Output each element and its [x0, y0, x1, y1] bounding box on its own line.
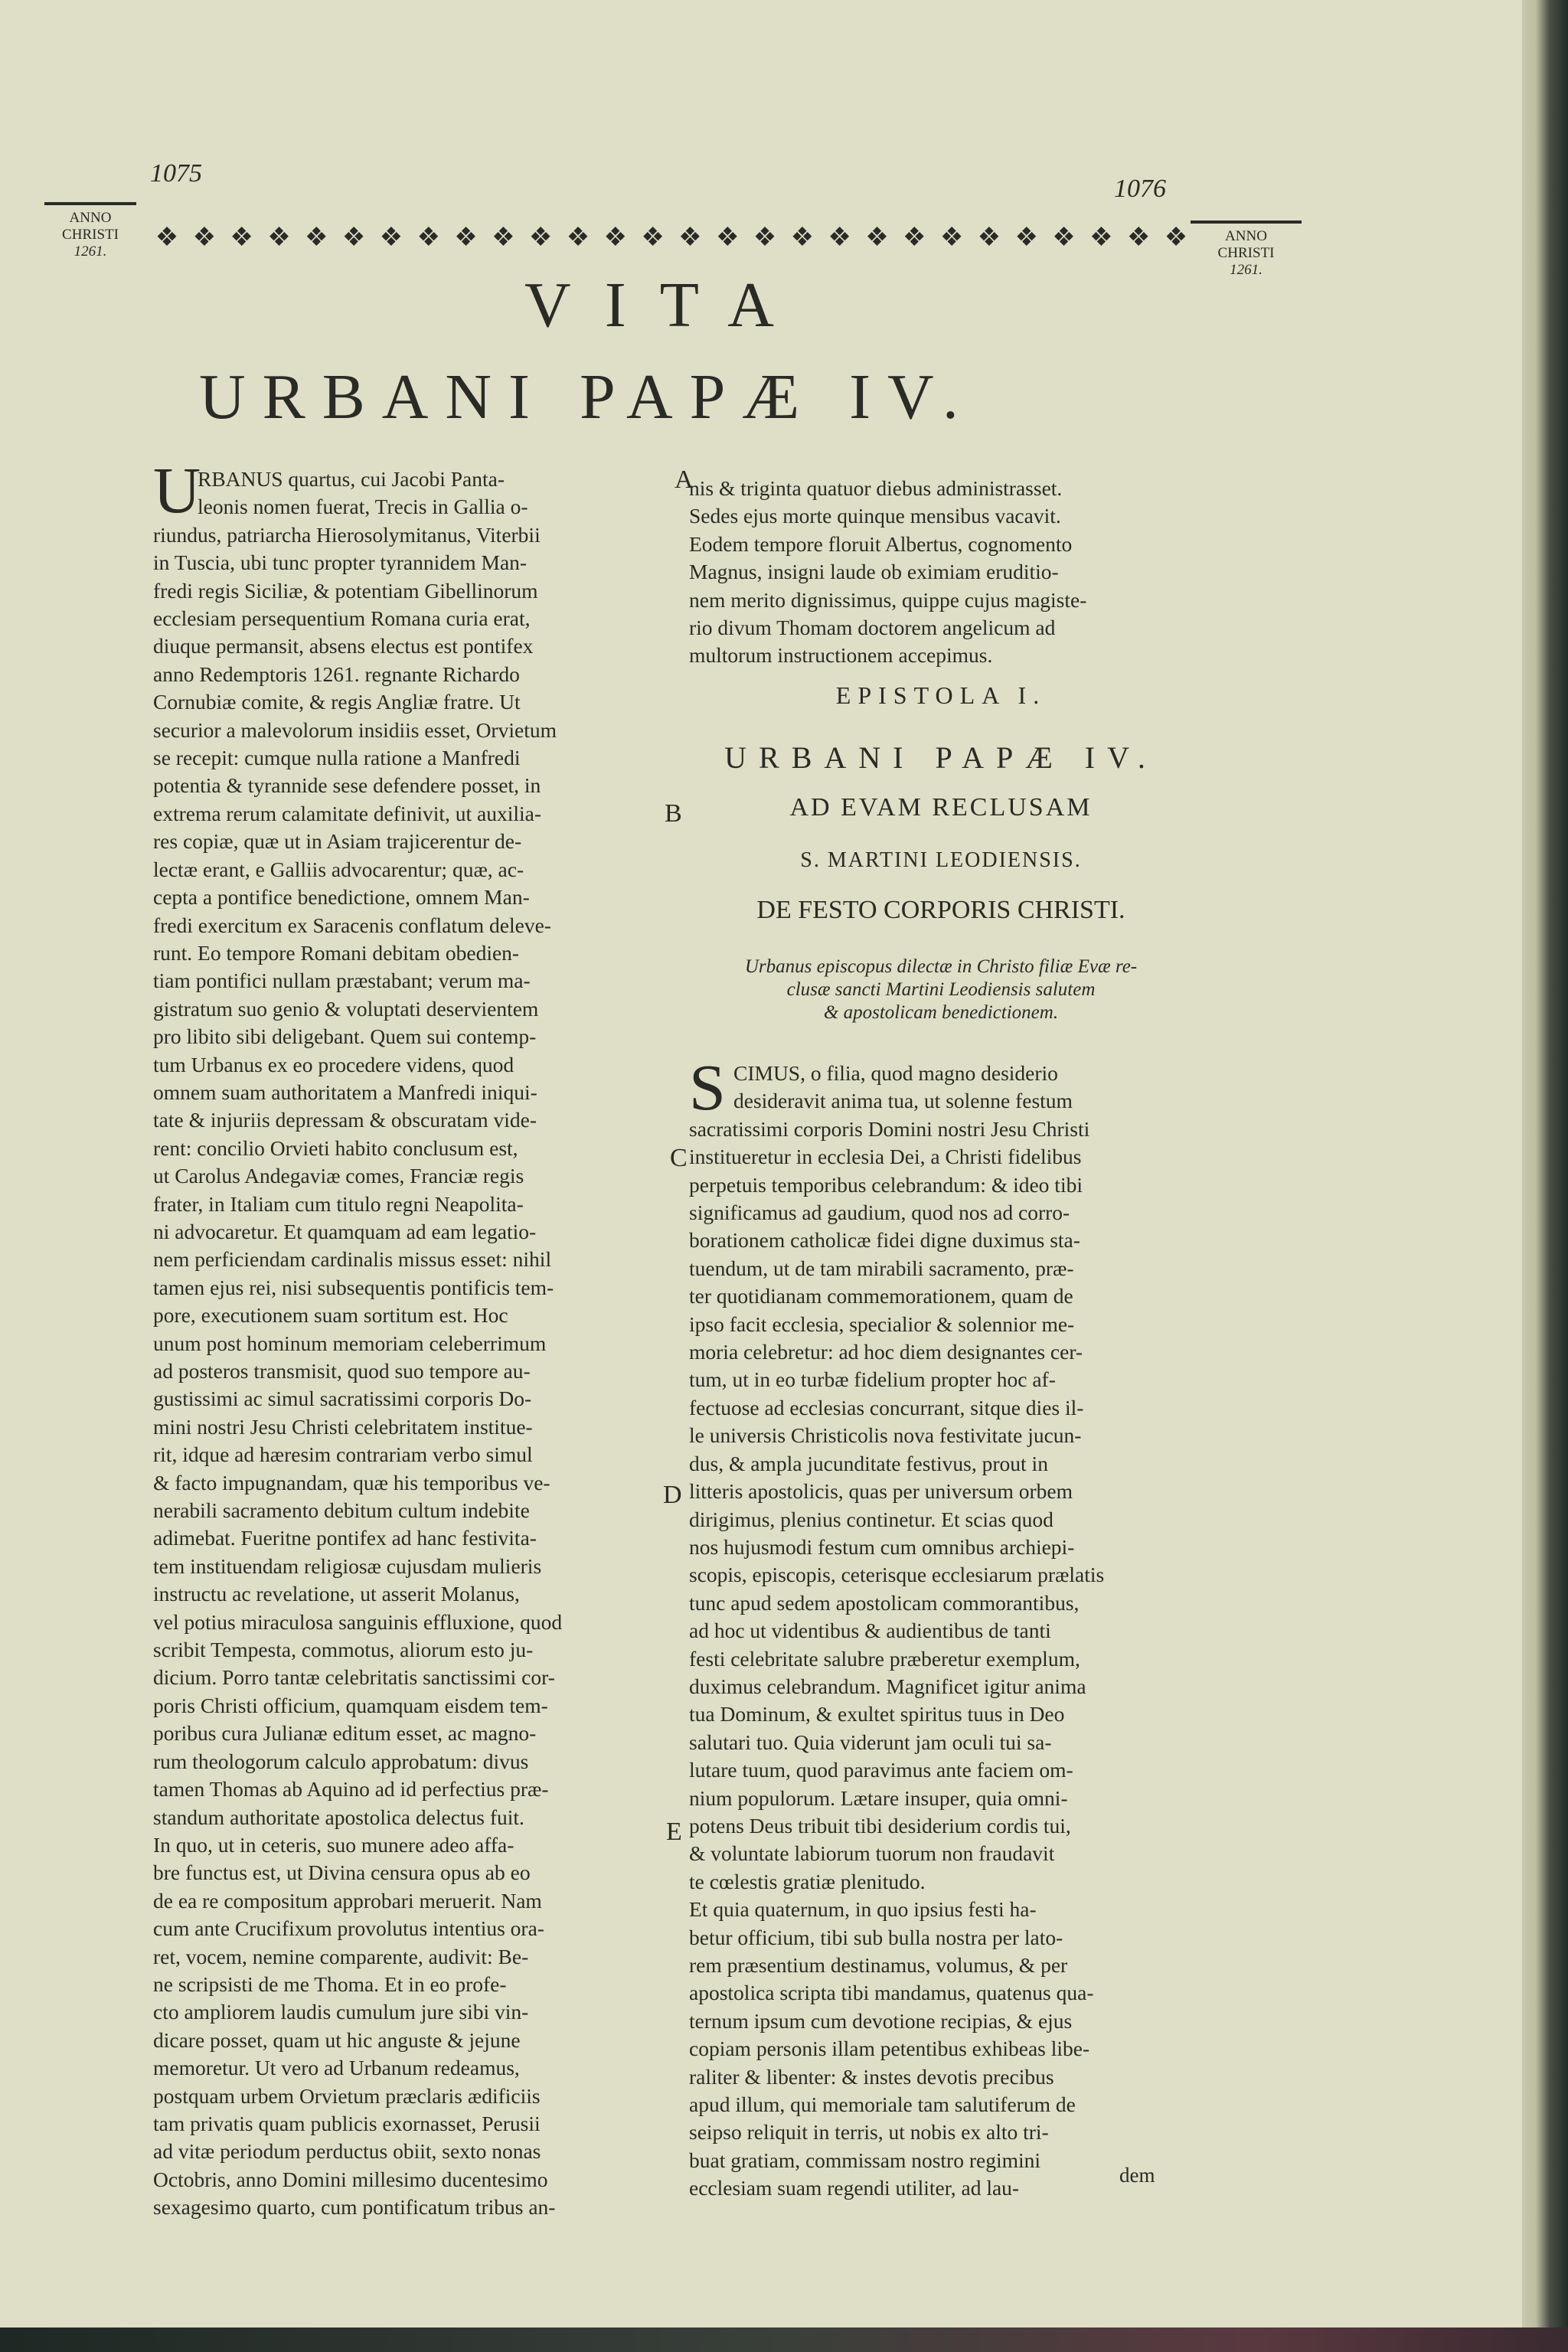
text-line: ter quotidianam commemorationem, quam de	[689, 1284, 1073, 1308]
ornament-glyph: ❖	[678, 224, 702, 252]
text-line: institueretur in ecclesia Dei, a Christi fidelibus	[689, 1145, 1082, 1169]
epistle-subject: DE FESTO CORPORIS CHRISTI.	[756, 896, 1125, 924]
text-line: Et quia quaternum, in quo ipsius festi ha-	[689, 1897, 1037, 1922]
text-line: betur officium, tibi sub bulla nostra per lato-	[689, 1925, 1063, 1949]
text-line: significamus ad gaudium, quod nos ad corro-	[689, 1200, 1070, 1225]
text-line: fredi exercitum ex Saracenis conflatum deleve-	[153, 913, 551, 937]
ornament-band	[150, 220, 1193, 254]
text-line: lutare tuum, quod paravimus ante faciem om-	[689, 1758, 1073, 1782]
text-line: rio divum Thomam doctorem angelicum ad	[689, 616, 1056, 640]
text-line: & facto impugnandam, quæ his temporibus ve-	[153, 1470, 550, 1494]
ornament-glyph: ❖	[416, 224, 440, 252]
text-line: salutari tuo. Quia viderunt jam oculi tui sa-	[689, 1730, 1052, 1754]
text-line: postquam urbem Orvietum præclaris ædificiis	[153, 2083, 541, 2108]
text-line: tua Dominum, & exultet spiritus tuus in Deo	[689, 1702, 1065, 1726]
text-line: litteris apostolicis, quas per universum orbem	[689, 1479, 1073, 1504]
text-line: festi celebritate salubre præberetur exemplum,	[689, 1646, 1080, 1671]
text-line: ne scripsisti de me Thoma. Et in eo profe-	[153, 1971, 507, 1996]
text-line: memoretur. Ut vero ad Urbanum redeamus,	[153, 2056, 520, 2080]
ornament-glyph: ❖	[267, 224, 291, 252]
text-line: borationem catholicæ fidei digne duximus sta-	[689, 1228, 1080, 1253]
text-line: tuendum, ut de tam mirabili sacramento, præ-	[689, 1256, 1074, 1280]
text-line: tem instituendam religiosæ cujusdam mulieris	[153, 1553, 542, 1578]
text-line: In quo, ut in ceteris, suo munere adeo affa-	[153, 1832, 514, 1857]
text-line: tum Urbanus ex eo procedere videns, quod	[153, 1052, 514, 1076]
text-line: apostolica scripta tibi mandamus, quatenus qua-	[689, 1981, 1094, 2005]
text-line: ipso facit ecclesia, specialior & solennior me-	[689, 1312, 1075, 1336]
text-line: dicare posset, quam ut hic anguste & jejune	[153, 2027, 521, 2052]
text-line: copiam personis illam petentibus exhibeas libe-	[689, 2037, 1090, 2061]
text-line: apud illum, qui memoriale tam salutiferum de	[689, 2092, 1076, 2117]
text-line: rum theologorum calculo approbatum: divus	[153, 1749, 529, 1773]
text-line: raliter & libenter: & instes devotis precibus	[689, 2064, 1054, 2089]
salutation-line: & apostolicam benedictionem.	[823, 1002, 1059, 1023]
text-line: potentia & tyrannide sese defendere posset, in	[153, 773, 541, 798]
text-line: nerabili sacramento debitum cultum indebite	[153, 1498, 530, 1523]
text-line: unum post hominum memoriam celeberrimum	[153, 1331, 547, 1355]
ornament-glyph: ❖	[566, 224, 590, 252]
text-line: res copiæ, quæ ut in Asiam trajicerentur de-	[153, 829, 522, 854]
text-line: cepta a pontifice benedictione, omnem Man-	[153, 885, 530, 910]
text-line: ad hoc ut videntibus & audientibus de tanti	[689, 1619, 1051, 1643]
text-line: dirigimus, plenius continetur. Et scias quod	[689, 1507, 1054, 1531]
dropcap-letter: S	[689, 1050, 726, 1124]
text-line: le universis Christicolis nova festivitate jucun-	[689, 1423, 1082, 1448]
text-line: moria celebretur: ad hoc diem designantes cer-	[689, 1340, 1083, 1364]
text-line: CIMUS, o filia, quod magno desiderio	[733, 1061, 1058, 1085]
title-urbani-papae: URBANI PAPÆ IV.	[199, 361, 975, 433]
book-page-edge	[1522, 0, 1568, 2352]
text-line: pro libito sibi deligebant. Quem sui contemp-	[153, 1024, 537, 1049]
left-text-column	[153, 466, 674, 2222]
text-line: rent: concilio Orvieti habito conclusum est,	[153, 1135, 518, 1160]
margin-letter-a: A	[675, 466, 694, 494]
text-line: riundus, patriarcha Hierosolymitanus, Viterbii	[153, 522, 541, 547]
text-line: & voluntate labiorum tuorum non fraudavit	[689, 1841, 1055, 1866]
text-line: omnem suam authoritatem a Manfredi iniqui-	[153, 1080, 537, 1104]
text-line: Cornubiæ comite, & regis Angliæ fratre. Ut	[153, 690, 521, 714]
anno-year: 1261.	[74, 243, 107, 260]
text-line: rit, idque ad hæresim contrariam verbo simul	[153, 1442, 533, 1467]
anno-label: ANNO	[69, 210, 112, 226]
text-line: bre functus est, ut Divina censura opus ab eo	[153, 1860, 531, 1885]
ornament-glyph: ❖	[305, 224, 328, 252]
ornament-glyph: ❖	[603, 224, 627, 252]
ornament-glyph: ❖	[1052, 224, 1076, 252]
text-line: frater, in Italiam cum titulo regni Neapolita-	[153, 1191, 524, 1216]
text-line: extrema rerum calamitate definivit, ut auxilia-	[153, 801, 542, 825]
text-line: nem merito dignissimus, quippe cujus magiste-	[689, 587, 1087, 612]
text-line: potens Deus tribuit tibi desiderium cordis tui,	[689, 1813, 1071, 1838]
text-line: Magnus, insigni laude ob eximiam eruditio-	[689, 560, 1059, 584]
christi-label: CHRISTI	[62, 227, 119, 243]
text-line: securior a malevolorum insidiis esset, Orvietum	[153, 717, 557, 742]
text-line: fredi regis Siciliæ, & potentiam Gibellinorum	[153, 578, 538, 603]
text-line: seipso reliquit in terris, ut nobis ex alto tri-	[689, 2120, 1049, 2145]
ornament-glyph: ❖	[454, 224, 478, 252]
text-line: dus, & ampla jucunditate festivus, prout in	[689, 1451, 1048, 1475]
ornament-glyph: ❖	[977, 224, 1001, 252]
page-number-right: 1076	[1114, 175, 1166, 203]
epistle-recipient: AD EVAM RECLUSAM	[789, 793, 1093, 822]
text-line: perpetuis temporibus celebrandum: & ideo tibi	[689, 1172, 1083, 1197]
text-line: buat gratiam, commissam nostro regimini	[689, 2148, 1041, 2172]
text-line: ut Carolus Andegaviæ comes, Franciæ regis	[153, 1164, 524, 1188]
text-line: scopis, episcopis, ceterisque ecclesiarum prælatis	[689, 1563, 1105, 1587]
text-line: Octobris, anno Domini millesimo ducentesimo	[153, 2167, 548, 2191]
text-line: nos hujusmodi festum cum omnibus archiepi-	[689, 1534, 1075, 1559]
text-line: ad vitæ periodum perductus obiit, sexto nonas	[153, 2139, 541, 2164]
ornament-glyph: ❖	[1126, 224, 1151, 252]
epistle-salutation	[689, 956, 1193, 1024]
text-line: scribit Tempesta, commotus, aliorum esto ju-	[153, 1638, 534, 1662]
margin-letter-c: C	[670, 1144, 688, 1172]
text-line: pore, executionem suam sortitum est. Hoc	[153, 1303, 508, 1328]
ornament-glyph: ❖	[528, 224, 553, 252]
anno-label: ANNO	[1225, 228, 1267, 244]
ornament-glyph: ❖	[1164, 224, 1188, 252]
epistle-author: URBANI PAPÆ IV.	[724, 740, 1158, 775]
text-line: fectuose ad ecclesias concurrant, sitque dies il-	[689, 1395, 1084, 1419]
text-line: sacratissimi corporis Domini nostri Jesu Christi	[689, 1116, 1090, 1141]
text-line: nis & triginta quatuor diebus administrasset.	[689, 476, 1063, 500]
ornament-glyph: ❖	[865, 224, 889, 252]
ornament-glyph: ❖	[939, 224, 964, 252]
text-line: anno Redemptoris 1261. regnante Richardo	[153, 662, 520, 686]
text-line: nem perficiendam cardinalis missus esset: nihil	[153, 1247, 552, 1272]
salutation-line: Urbanus episcopus dilectæ in Christo filiæ Evæ re-	[744, 956, 1138, 977]
text-line: cto ampliorem laudis cumulum jure sibi vin-	[153, 2000, 529, 2024]
text-line: gistratum suo genio & voluptati deservientem	[153, 996, 539, 1021]
text-line: ecclesiam suam regendi utiliter, ad lau-	[689, 2176, 1020, 2200]
text-line: in Tuscia, ubi tunc propter tyrannidem Man-	[153, 550, 528, 575]
text-line: runt. Eo tempore Romani debitam obedien-	[153, 940, 520, 965]
text-line: ni advocaretur. Et quamquam ad eam legatio-	[153, 1219, 537, 1243]
dropcap-letter: U	[153, 453, 201, 527]
text-line: vel potius miraculosa sanguinis effluxione, quod	[153, 1609, 563, 1634]
text-line: leonis nomen fuerat, Trecis in Gallia o-	[198, 495, 528, 519]
text-line: nium populorum. Lætare insuper, quia omni-	[689, 1785, 1068, 1810]
anno-rule-right	[1191, 220, 1302, 224]
bottom-binding-strip	[0, 2328, 1568, 2352]
text-line: tam privatis quam publicis exornasset, Perusii	[153, 2111, 541, 2135]
text-line: RBANUS quartus, cui Jacobi Panta-	[198, 467, 505, 491]
margin-letter-b: B	[665, 799, 682, 828]
anno-christi-left	[44, 202, 136, 260]
text-line: desideravit anima tua, ut solenne festum	[733, 1089, 1073, 1113]
text-line: tate & injuriis depressam & obscuratam vide-	[153, 1108, 537, 1132]
text-line: tamen ejus rei, nisi subsequentis pontificis tem-	[153, 1275, 554, 1299]
ornament-glyph: ❖	[903, 224, 926, 252]
text-line: poribus cura Julianæ editum esset, ac magno-	[153, 1721, 537, 1746]
ornament-glyph: ❖	[192, 224, 217, 252]
text-line: standum authoritate apostolica delectus fuit.	[153, 1805, 524, 1829]
ornament-glyph: ❖	[1014, 224, 1038, 252]
text-line: te cœlestis gratiæ plenitudo.	[689, 1869, 926, 1893]
text-line: cum ante Crucifixum provolutus intentius ora-	[153, 1916, 544, 1941]
right-text-column-top	[689, 475, 1193, 670]
ornament-glyph: ❖	[492, 224, 515, 252]
text-line: duximus celebrandum. Magnificet igitur anima	[689, 1674, 1086, 1698]
text-line: ternum ipsum cum devotione recipias, & ejus	[689, 2008, 1073, 2033]
text-line: diuque permansit, absens electus est pontifex	[153, 634, 534, 658]
anno-rule-left	[44, 202, 136, 205]
salutation-line: clusæ sancti Martini Leodiensis salutem	[786, 979, 1096, 1000]
ornament-glyph: ❖	[379, 224, 403, 252]
text-line: Eodem tempore floruit Albertus, cognomento	[689, 531, 1073, 556]
anno-year: 1261.	[1230, 262, 1263, 278]
catchword: dem	[1119, 2164, 1155, 2187]
text-line: ret, vocem, nemine comparente, audivit: Be-	[153, 1944, 529, 1968]
text-line: ecclesiam persequentium Romana curia erat,	[153, 606, 531, 631]
text-line: de ea re compositum approbari meruerit. Nam	[153, 1888, 542, 1913]
epistle-heading: EPISTOLA I.	[835, 681, 1047, 709]
ornament-glyph: ❖	[790, 224, 815, 252]
ornament-glyph: ❖	[715, 224, 740, 252]
text-line: sexagesimo quarto, cum pontificatum tribus an-	[153, 2195, 556, 2220]
text-line: poris Christi officium, quamquam eisdem tem-	[153, 1693, 548, 1717]
text-line: instructu ac revelatione, ut asserit Molanus,	[153, 1582, 520, 1606]
title-vita: VITA	[524, 270, 808, 341]
ornament-glyph: ❖	[753, 224, 777, 252]
ornament-glyph: ❖	[230, 224, 253, 252]
ornament-glyph: ❖	[155, 224, 179, 252]
ornament-glyph: ❖	[828, 224, 851, 252]
christi-label: CHRISTI	[1217, 245, 1275, 261]
text-line: tiam pontifici nullam præstabant; verum ma-	[153, 969, 531, 993]
text-line: adimebat. Fueritne pontifex ad hanc festivita-	[153, 1526, 537, 1550]
text-line: Sedes ejus morte quinque mensibus vacavit.	[689, 504, 1061, 528]
ornament-glyph: ❖	[341, 224, 366, 252]
text-line: dicium. Porro tantæ celebritatis sanctissimi cor-	[153, 1665, 555, 1690]
text-line: rem præsentium destinamus, volumus, & per	[689, 1953, 1068, 1977]
text-line: ad posteros transmisit, quod suo tempore au-	[153, 1359, 531, 1383]
text-line: se recepit: cumque nulla ratione a Manfredi	[153, 746, 521, 770]
text-line: tamen Thomas ab Aquino ad id perfectius præ-	[153, 1777, 549, 1802]
text-line: gustissimi ac simul sacratissimi corporis Do-	[153, 1387, 532, 1411]
ornament-glyph: ❖	[641, 224, 665, 252]
text-line: tum, ut in eo turbæ fidelium propter hoc af-	[689, 1367, 1056, 1392]
epistle-place: S. MARTINI LEODIENSIS.	[800, 848, 1082, 872]
margin-letter-e: E	[666, 1818, 682, 1846]
page-number-left: 1075	[150, 159, 202, 188]
text-line: mini nostri Jesu Christi celebritatem institue-	[153, 1414, 533, 1439]
text-line: tunc apud sedem apostolicam commorantibus,	[689, 1590, 1080, 1615]
text-line: lectæ erant, e Galliis advocarentur; quæ, ac-	[153, 857, 524, 881]
margin-letter-d: D	[663, 1481, 682, 1509]
ornament-glyph: ❖	[1089, 224, 1113, 252]
right-text-column-bottom	[689, 1060, 1193, 2203]
text-line: multorum instructionem accepimus.	[689, 643, 993, 668]
